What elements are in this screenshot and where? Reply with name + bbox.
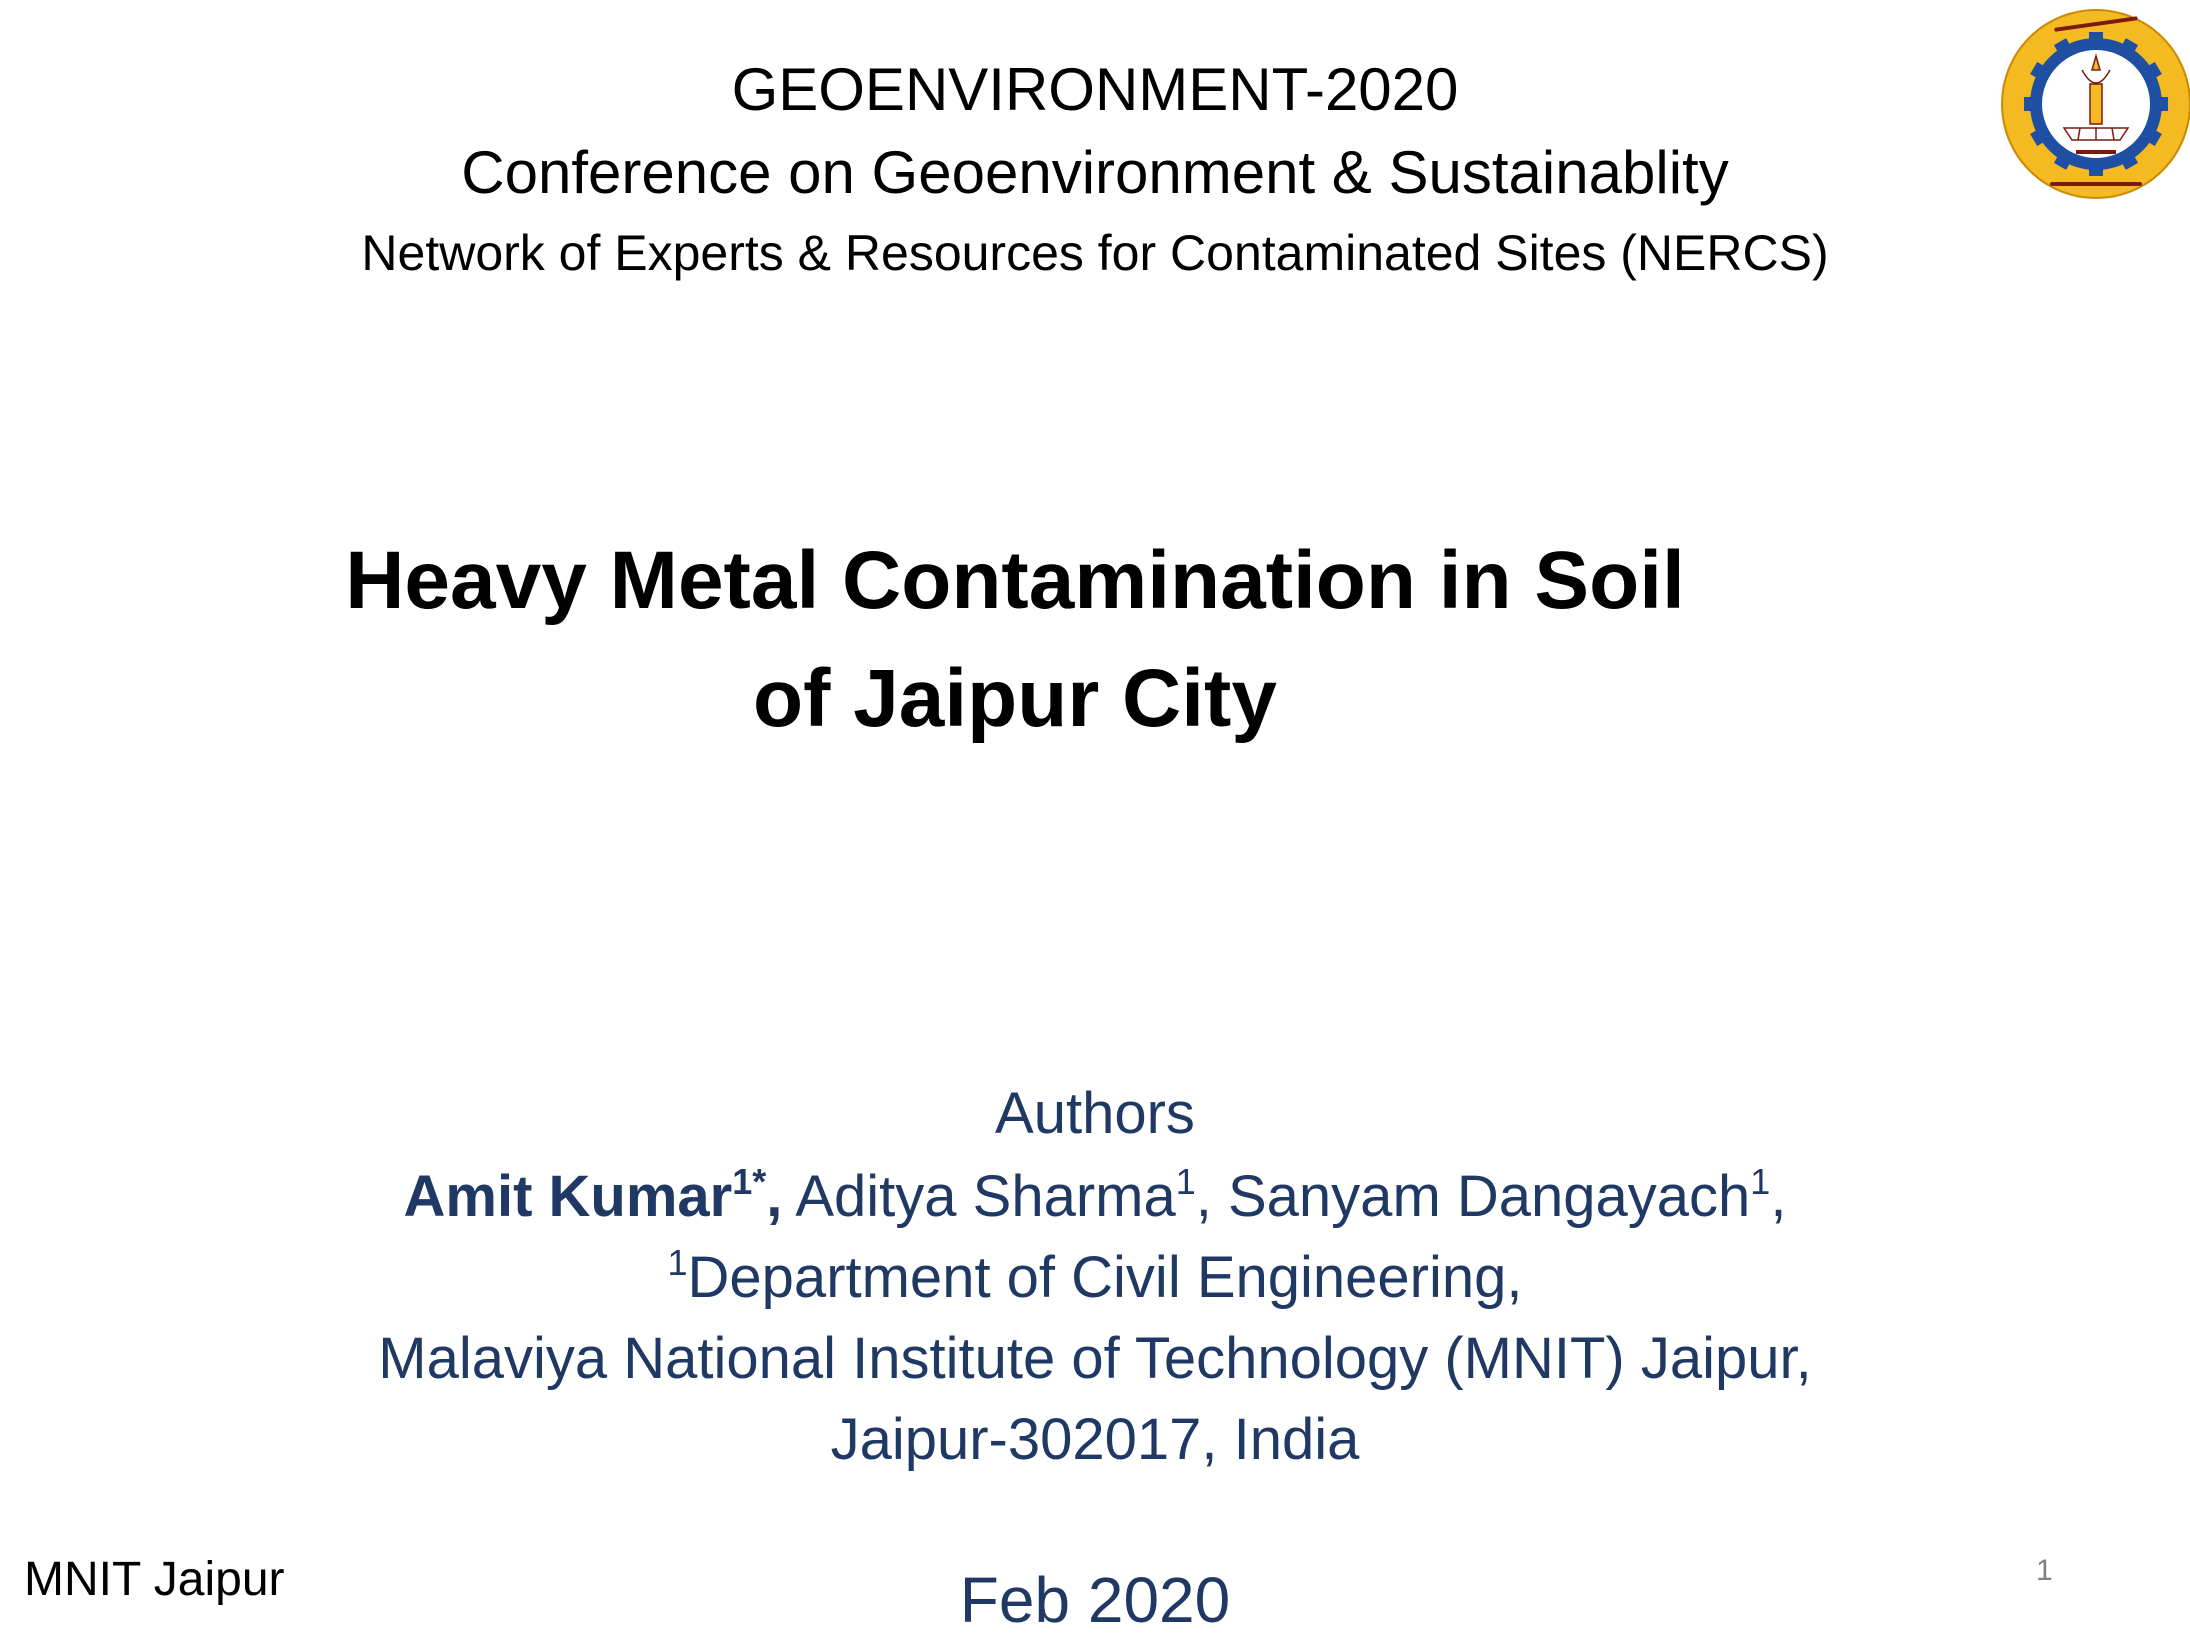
primary-author-separator: , [766, 1164, 783, 1229]
conference-full-title: Conference on Geoenvironment & Sustainablity [461, 139, 1729, 206]
primary-author: Amit Kumar [403, 1164, 733, 1229]
page-number: 1 [2036, 1554, 2053, 1587]
author-3-marker: 1 [1750, 1161, 1771, 1202]
slide-title-line-2: of Jaipur City [753, 653, 1277, 744]
department-line [0, 1242, 2190, 1310]
network-name: Network of Experts & Resources for Contaminated Sites (NERCS) [361, 225, 1829, 281]
department: Department of Civil Engineering, [687, 1245, 1523, 1310]
footer-institute: MNIT Jaipur [24, 1553, 285, 1606]
mnit-seal-logo-icon [1984, 0, 2190, 200]
presentation-date: Feb 2020 [959, 1564, 1231, 1636]
author-list [0, 1161, 2190, 1229]
city-line: Jaipur-302017, India [830, 1407, 1360, 1472]
department-marker: 1 [667, 1242, 688, 1283]
primary-author-marker: 1* [732, 1161, 767, 1202]
author-3-separator: , [1770, 1164, 1787, 1229]
slide-title-line-1: Heavy Metal Contamination in Soil [345, 535, 1685, 626]
authors-label: Authors [995, 1081, 1195, 1146]
author-2-marker: 1 [1175, 1161, 1196, 1202]
author-3: Sanyam Dangayach [1227, 1164, 1751, 1229]
conference-name: GEOENVIRONMENT-2020 [731, 56, 1459, 123]
author-2-separator: , [1195, 1164, 1228, 1229]
institute-line: Malaviya National Institute of Technology (MNIT) Jaipur, [378, 1326, 1812, 1391]
author-2: Aditya Sharma [782, 1164, 1176, 1229]
